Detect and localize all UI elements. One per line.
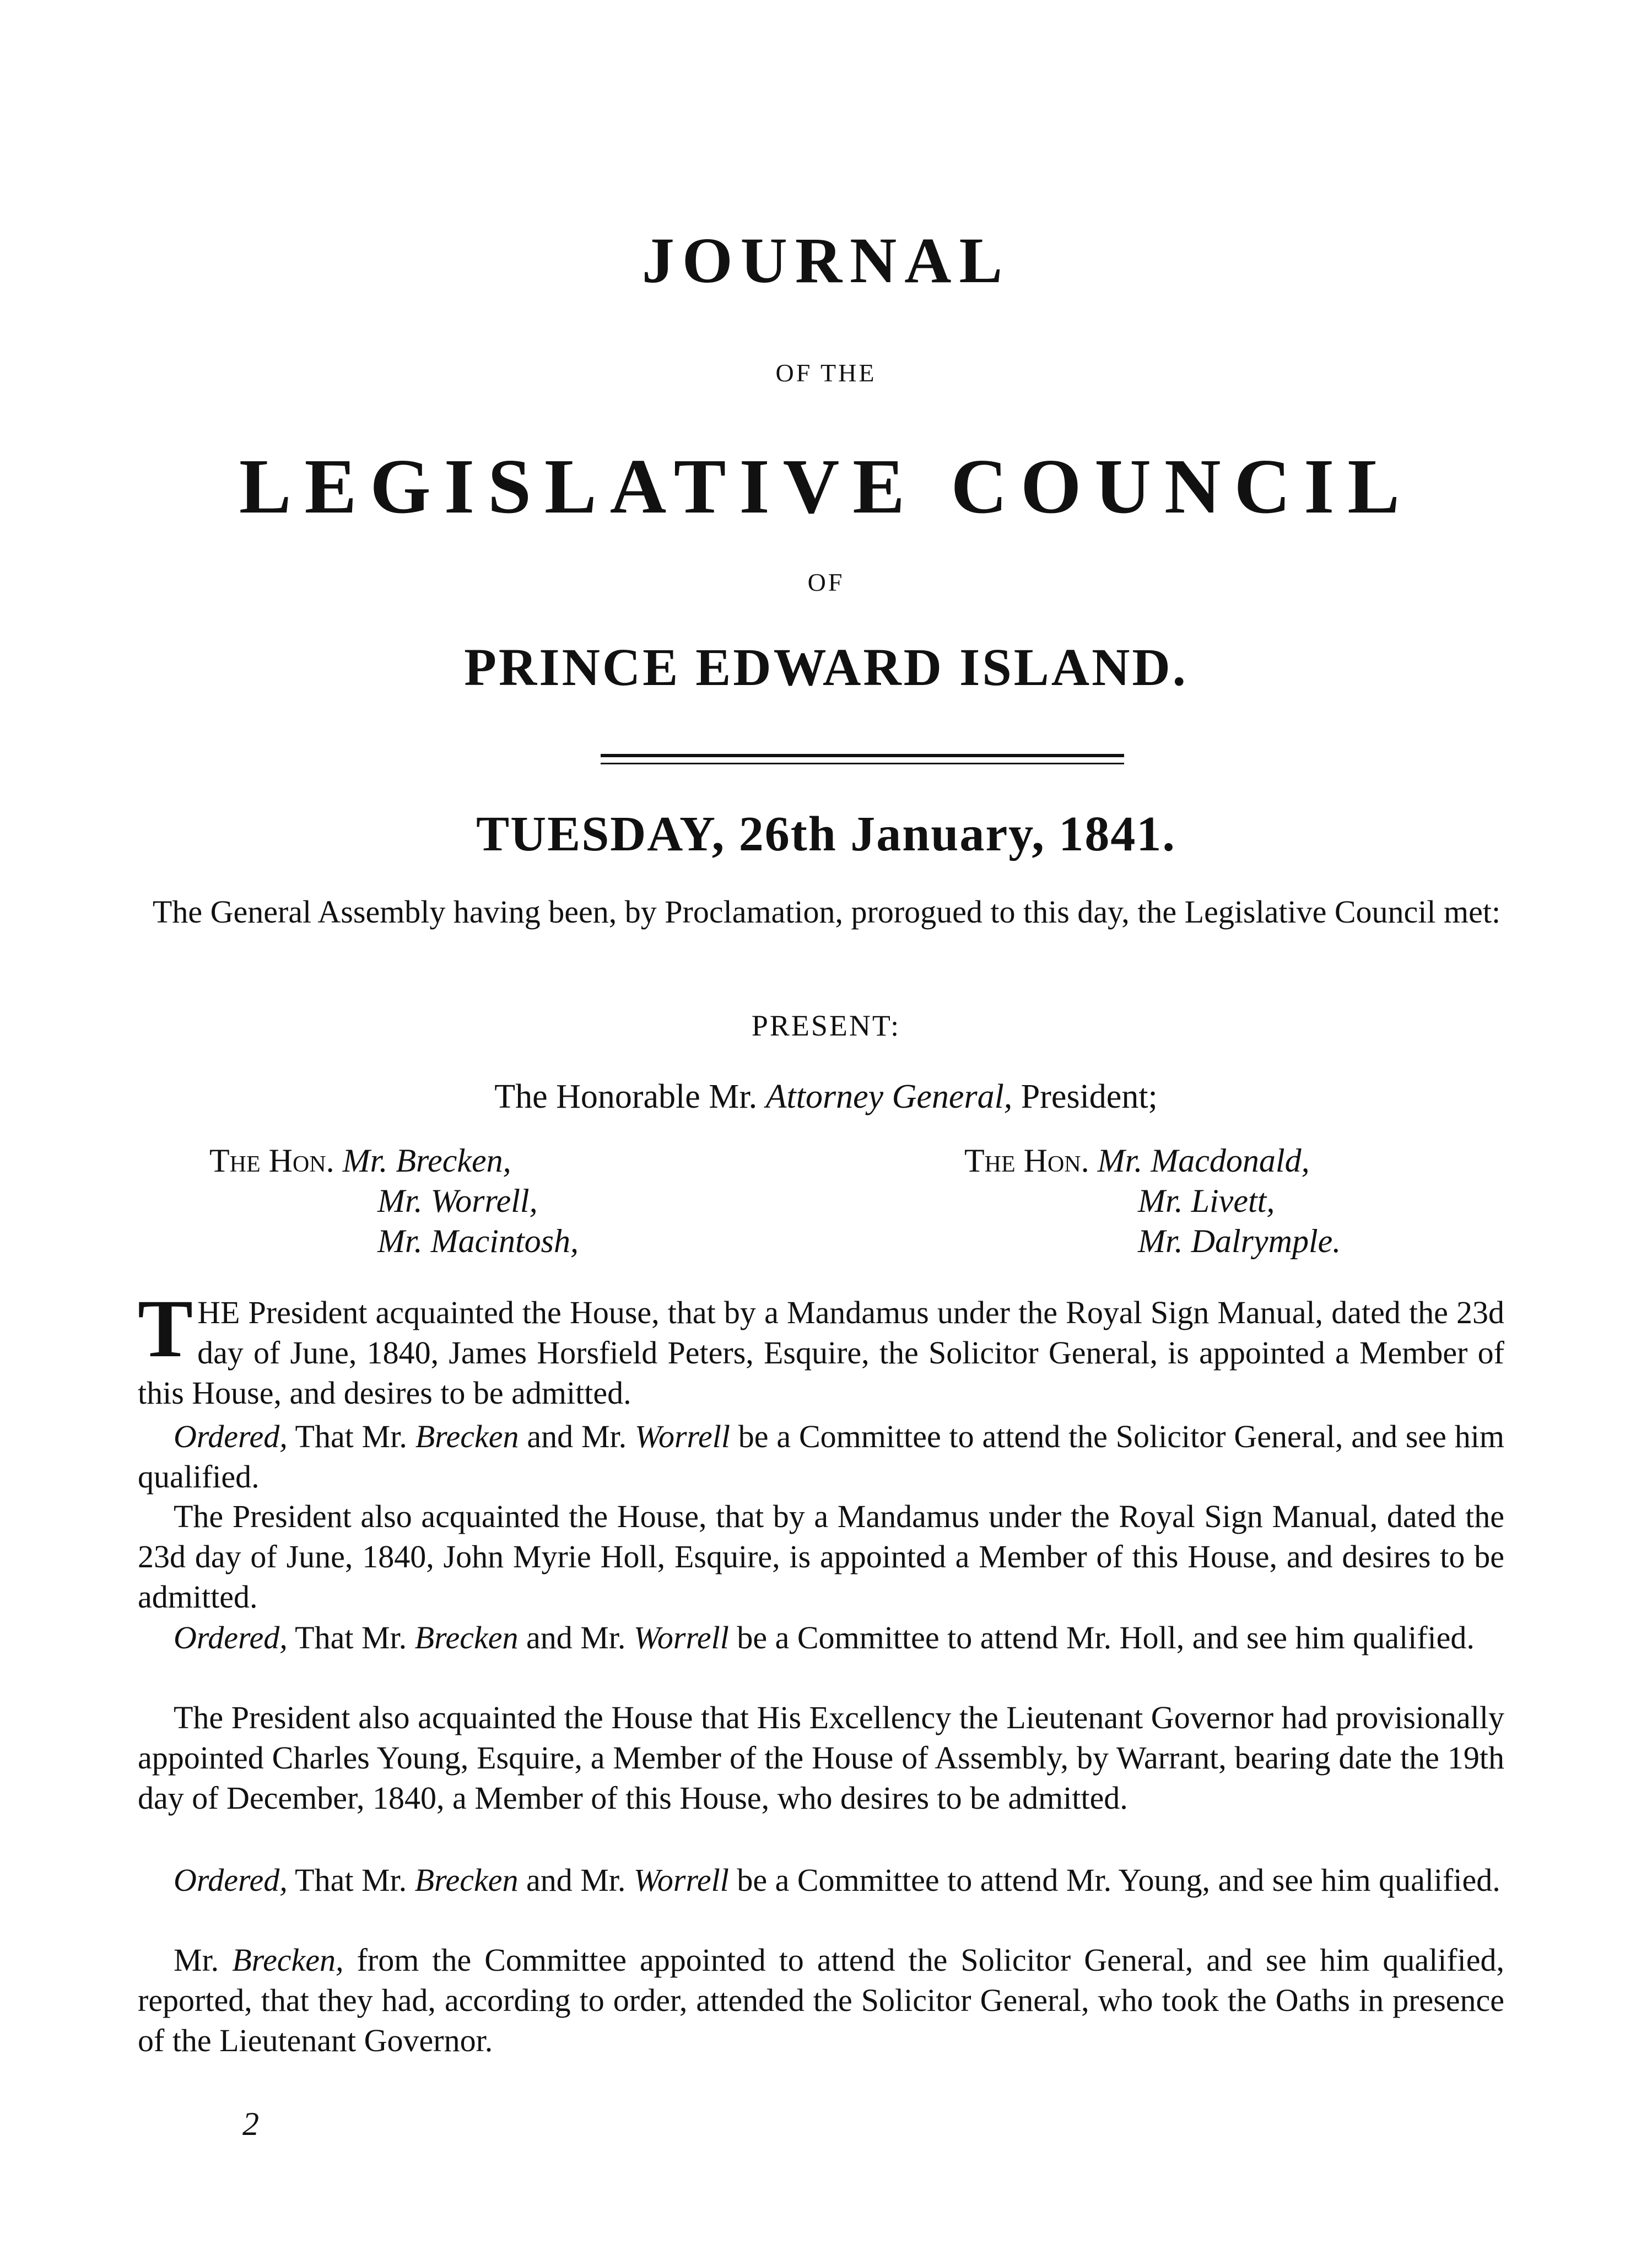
paragraph-order-young	[138, 1860, 1504, 1900]
council-title: LEGISLATIVE COUNCIL	[239, 443, 1413, 530]
president-suffix: President;	[1012, 1078, 1158, 1115]
paragraph-text: from the Committee appointed to attend the Solicitor General, and see him qualified, reported, that they had, according to order, attended the Solicitor General, who took the Oaths in presence of the Lieutenant Governor.	[138, 1942, 1505, 2058]
member-name: Mr. Macdonald,	[1097, 1142, 1310, 1179]
member-row	[964, 1141, 1341, 1181]
hon-label: The Hon.	[209, 1142, 334, 1179]
paragraph-text: be a Committee to attend the Solicitor General, and see him qualified.	[138, 1419, 1504, 1495]
committee-member-name: Worrell	[633, 1862, 729, 1898]
paragraph-text: That Mr.	[287, 1862, 415, 1898]
hon-label: The Hon.	[964, 1142, 1089, 1179]
president-line	[0, 1077, 1652, 1117]
committee-member-name: Brecken,	[232, 1942, 344, 1978]
title-rule-thin	[601, 763, 1124, 764]
paragraph-text: and Mr.	[518, 1862, 634, 1898]
paragraph-text: and Mr.	[519, 1419, 635, 1454]
member-row	[209, 1141, 579, 1181]
ordered-label: Ordered,	[174, 1862, 288, 1898]
paragraph-text: be a Committee to attend Mr. Holl, and see him qualified.	[728, 1620, 1475, 1655]
committee-member-name: Brecken	[414, 1862, 519, 1898]
paragraph-holl-appointment: The President also acquainted the House, that by a Mandamus under the Royal Sign Manual, dated the 23d day of June, 1840, John Myrie Holl, Esquire, is appointed a Member of this House, and desires to be admitted.	[138, 1498, 1504, 1615]
paragraph-order-holl	[138, 1617, 1504, 1658]
title-rule-thick	[601, 754, 1124, 757]
president-prefix: The Honorable Mr.	[494, 1078, 766, 1115]
drop-cap: T	[138, 1283, 193, 1374]
member-name: Mr. Livett,	[1138, 1183, 1275, 1219]
paragraph-young-appointment: The President also acquainted the House that His Excellency the Lieutenant Governor had provisionally appointed Charles Young, Esquire, a Member of the House of Assembly, by Warrant, bearing date the 19th day of December, 1840, a Member of this House, who desires to be admitted.	[138, 1700, 1504, 1816]
president-name: Attorney General,	[765, 1078, 1013, 1115]
paragraph-committee-report	[138, 1940, 1504, 2061]
committee-member-name: Brecken	[414, 1620, 519, 1655]
paragraph-text: and Mr.	[518, 1620, 634, 1655]
page-number: 2	[242, 2106, 259, 2142]
ordered-label: Ordered,	[174, 1620, 288, 1655]
paragraph-solicitor-appointment	[138, 1283, 1504, 1413]
journal-title: JOURNAL	[641, 224, 1011, 296]
committee-member-name: Brecken	[415, 1419, 519, 1454]
paragraph-text: Mr.	[174, 1942, 233, 1978]
members-right-column	[964, 1141, 1341, 1261]
of-line: OF	[807, 568, 845, 596]
island-title: PRINCE EDWARD ISLAND.	[464, 638, 1188, 697]
committee-member-name: Worrell	[633, 1620, 729, 1655]
members-left-column	[209, 1141, 579, 1261]
committee-member-name: Worrell	[634, 1419, 730, 1454]
paragraph-text: That Mr.	[287, 1419, 415, 1454]
of-the-line: OF THE	[775, 359, 877, 387]
member-name: Mr. Macintosh,	[377, 1223, 579, 1259]
ordered-label: Ordered,	[174, 1419, 288, 1454]
present-label: PRESENT:	[751, 1009, 901, 1042]
session-date-heading: TUESDAY, 26th January, 1841.	[476, 807, 1176, 861]
member-name: Mr. Worrell,	[377, 1183, 538, 1219]
member-name: Mr. Dalrymple.	[1138, 1223, 1341, 1259]
paragraph-text: That Mr.	[287, 1620, 415, 1655]
paragraph-text: HE President acquainted the House, that by a Mandamus under the Royal Sign Manual, dated the 23d day of June, 1840, James Horsfield Peters, Esquire, the Solicitor General, is appointed a Member of this House, and desires to be admitted.	[138, 1295, 1504, 1411]
session-intro: The General Assembly having been, by Proclamation, prorogued to this day, the Legislative Council met:	[152, 894, 1501, 930]
paragraph-order-solicitor	[138, 1416, 1504, 1497]
member-name: Mr. Brecken,	[342, 1142, 511, 1179]
paragraph-text: be a Committee to attend Mr. Young, and see him qualified.	[728, 1862, 1500, 1898]
